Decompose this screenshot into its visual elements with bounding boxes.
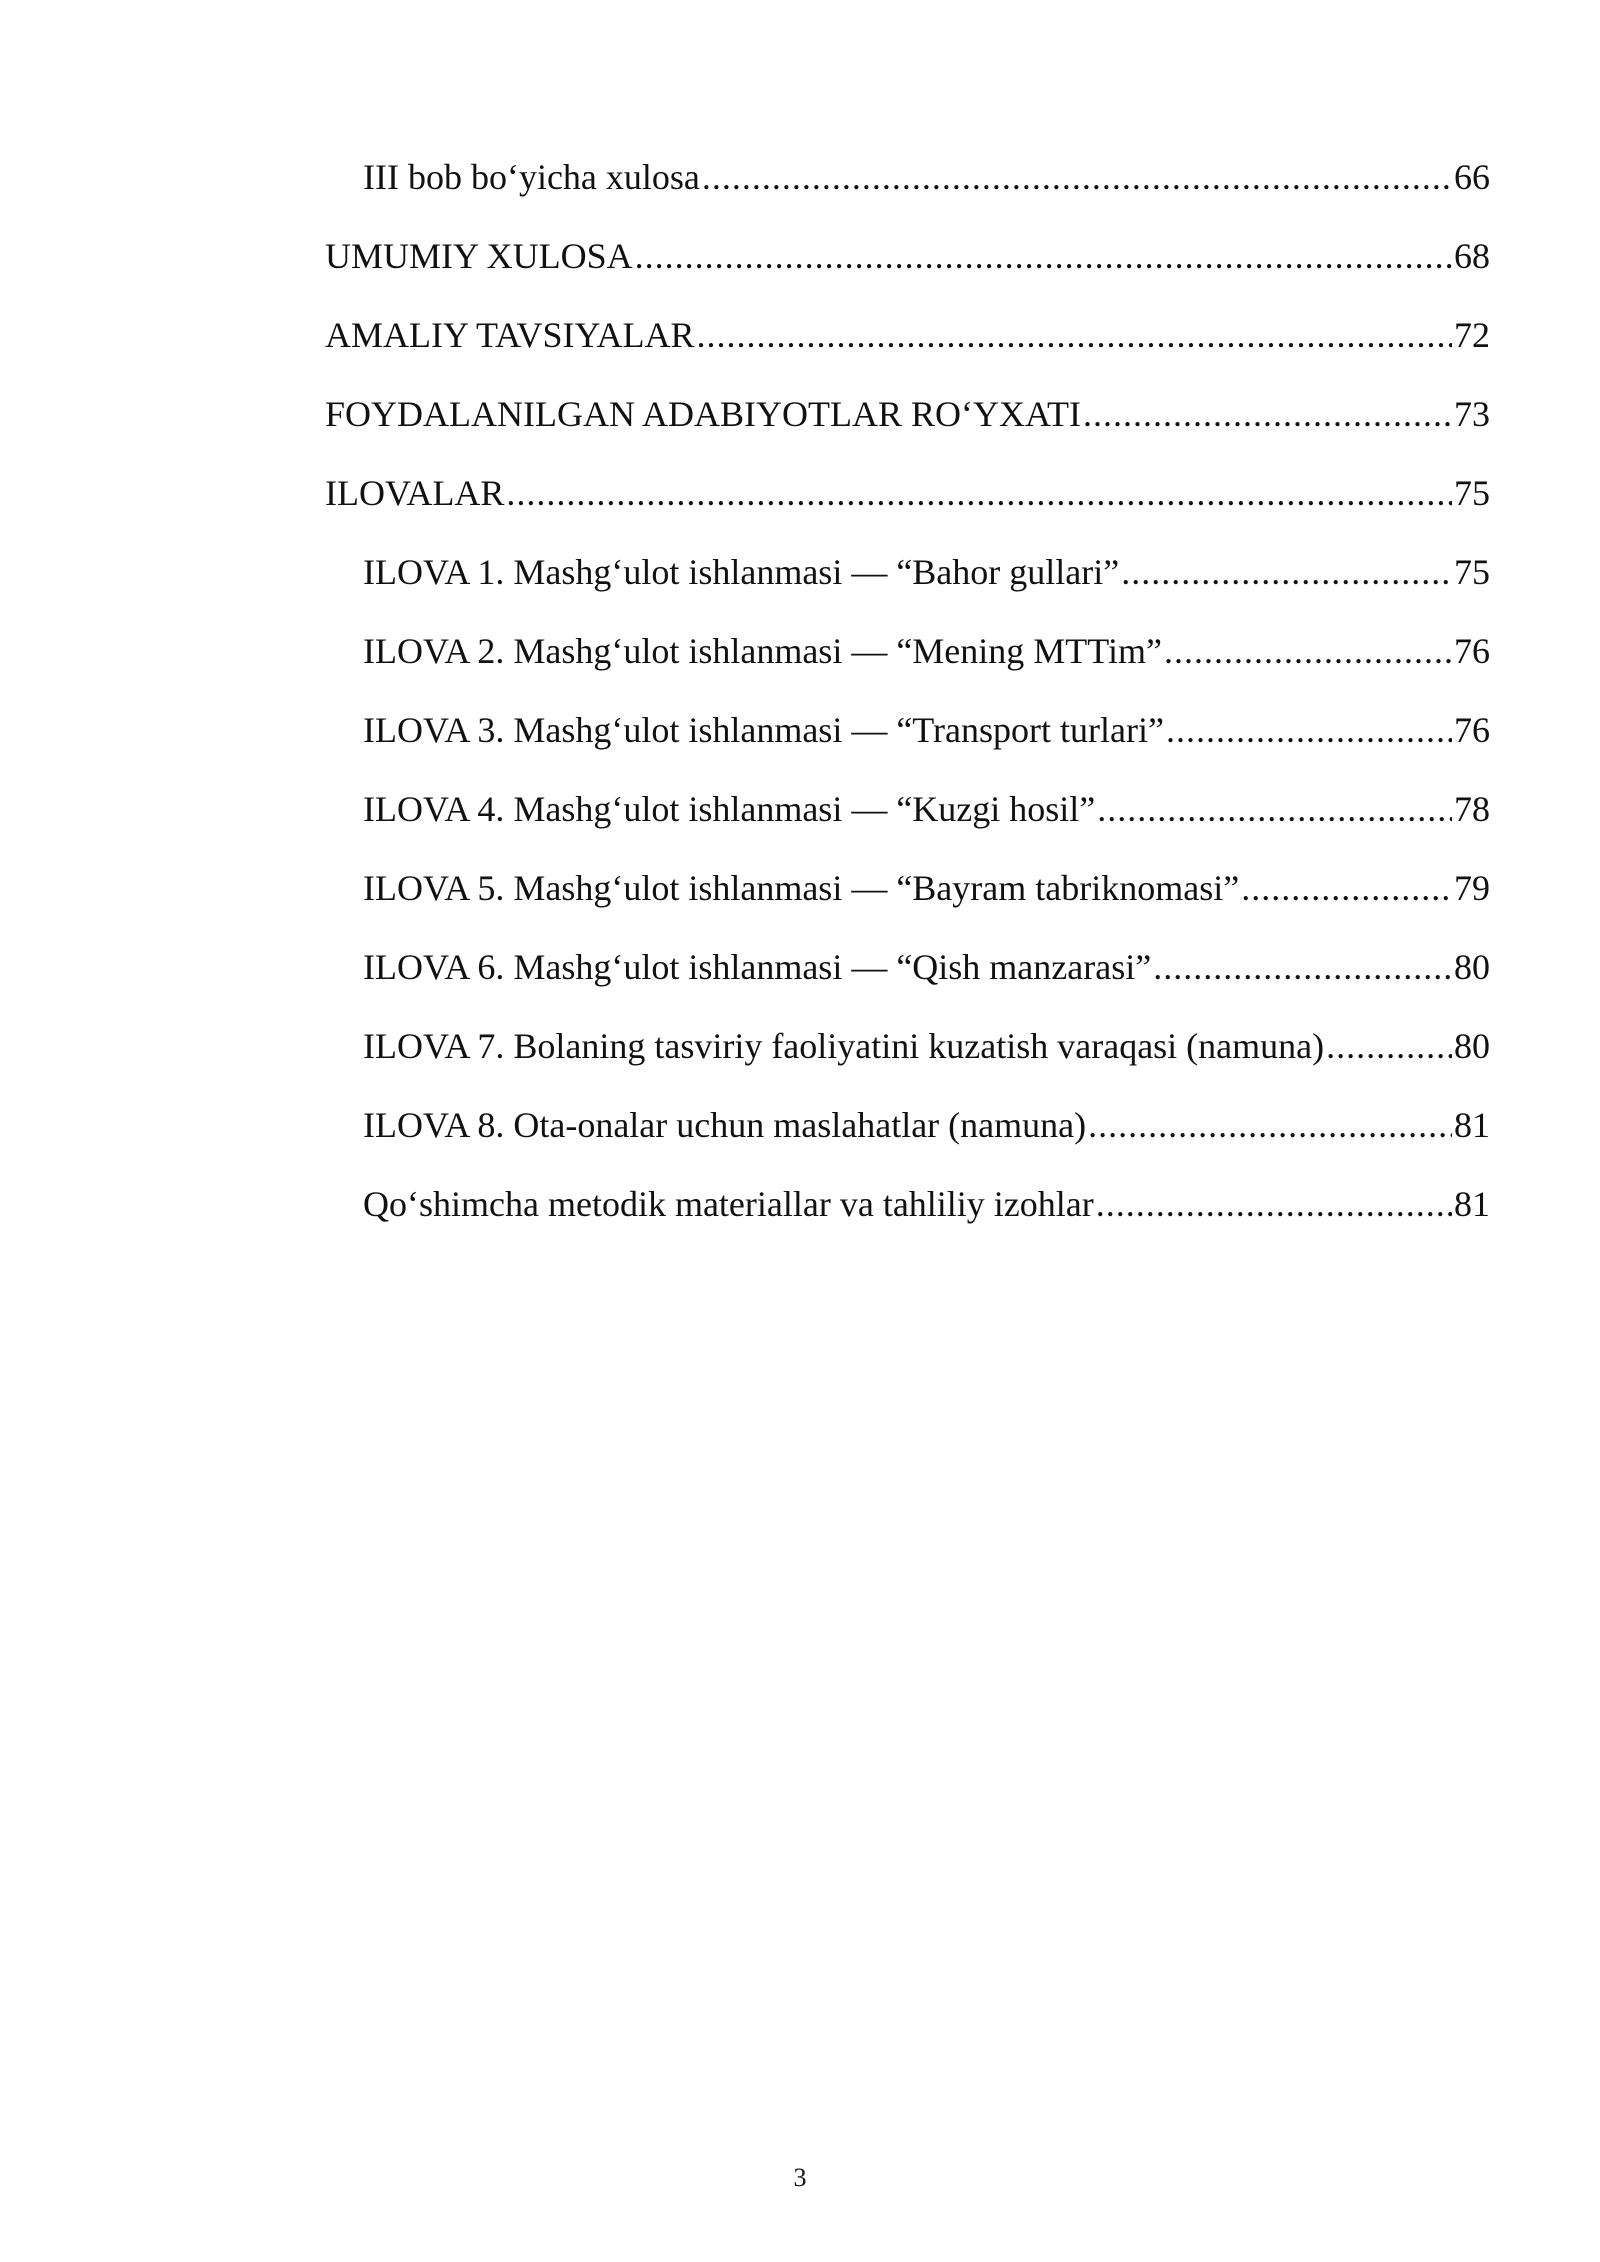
toc-entry[interactable] [325,150,1490,229]
toc-entry[interactable] [325,466,1490,545]
toc-entry-page: 81 [1454,1105,1490,1145]
toc-dot-leader [1088,1098,1452,1152]
toc-dot-leader [1164,624,1452,678]
toc-entry-title: Qo‘shimcha metodik materiallar va tahliliy izohlar [363,1184,1094,1224]
toc-entry[interactable] [325,545,1490,624]
toc-entry[interactable] [325,624,1490,703]
toc-entry-title: ILOVA 4. Mashg‘ulot ishlanmasi — “Kuzgi hosil” [363,789,1096,829]
toc-entry-title: ILOVA 8. Ota-onalar uchun maslahatlar (namuna) [363,1105,1087,1145]
toc-entry[interactable] [325,861,1490,940]
toc-entry[interactable] [325,229,1490,308]
toc-dot-leader [1153,940,1452,994]
toc-dot-leader [1097,782,1452,836]
toc-entry-title: ILOVA 2. Mashg‘ulot ishlanmasi — “Mening MTTim” [363,631,1162,671]
toc-dot-leader [1241,861,1452,915]
toc-entry[interactable] [325,703,1490,782]
toc-entry-title: FOYDALANILGAN ADABIYOTLAR RO‘YXATI [325,394,1081,434]
toc-entry-page: 66 [1454,157,1490,197]
toc-entry-page: 75 [1454,473,1490,513]
toc-dot-leader [1083,387,1452,441]
toc-entry-page: 79 [1454,868,1490,908]
toc-entry-title: ILOVA 5. Mashg‘ulot ishlanmasi — “Bayram tabriknomasi” [363,868,1240,908]
toc-entry-title: UMUMIY XULOSA [325,236,633,276]
toc-entry-page: 80 [1454,1026,1490,1066]
toc-entry[interactable] [325,387,1490,466]
toc-entry-page: 81 [1454,1184,1490,1224]
toc-dot-leader [635,229,1452,283]
table-of-contents [325,150,1490,1256]
toc-dot-leader [696,308,1452,362]
toc-entry-page: 68 [1454,236,1490,276]
toc-dot-leader [702,150,1452,204]
toc-entry-page: 78 [1454,789,1490,829]
toc-entry[interactable] [325,308,1490,387]
toc-entry-page: 73 [1454,394,1490,434]
toc-entry-title: ILOVA 7. Bolaning tasviriy faoliyatini kuzatish varaqasi (namuna) [363,1026,1325,1066]
toc-entry-page: 76 [1454,631,1490,671]
toc-entry-title: ILOVA 3. Mashg‘ulot ishlanmasi — “Transport turlari” [363,710,1164,750]
toc-dot-leader [1166,703,1452,757]
toc-dot-leader [1096,1177,1452,1231]
toc-entry-title: ILOVA 1. Mashg‘ulot ishlanmasi — “Bahor gullari” [363,552,1120,592]
toc-entry[interactable] [325,782,1490,861]
toc-entry-page: 75 [1454,552,1490,592]
page-number: 3 [793,2163,807,2192]
toc-entry[interactable] [325,1019,1490,1098]
toc-entry-page: 80 [1454,947,1490,987]
toc-entry[interactable] [325,1098,1490,1177]
toc-entry-title: III bob bo‘yicha xulosa [363,157,700,197]
toc-dot-leader [1121,545,1452,599]
toc-entry-title: ILOVALAR [325,473,505,513]
toc-entry-title: ILOVA 6. Mashg‘ulot ishlanmasi — “Qish manzarasi” [363,947,1152,987]
toc-entry-page: 72 [1454,315,1490,355]
toc-entry-page: 76 [1454,710,1490,750]
toc-entry[interactable] [325,940,1490,1019]
toc-entry-title: AMALIY TAVSIYALAR [325,315,695,355]
toc-dot-leader [506,466,1452,520]
toc-entry[interactable] [325,1177,1490,1256]
toc-dot-leader [1326,1019,1452,1073]
